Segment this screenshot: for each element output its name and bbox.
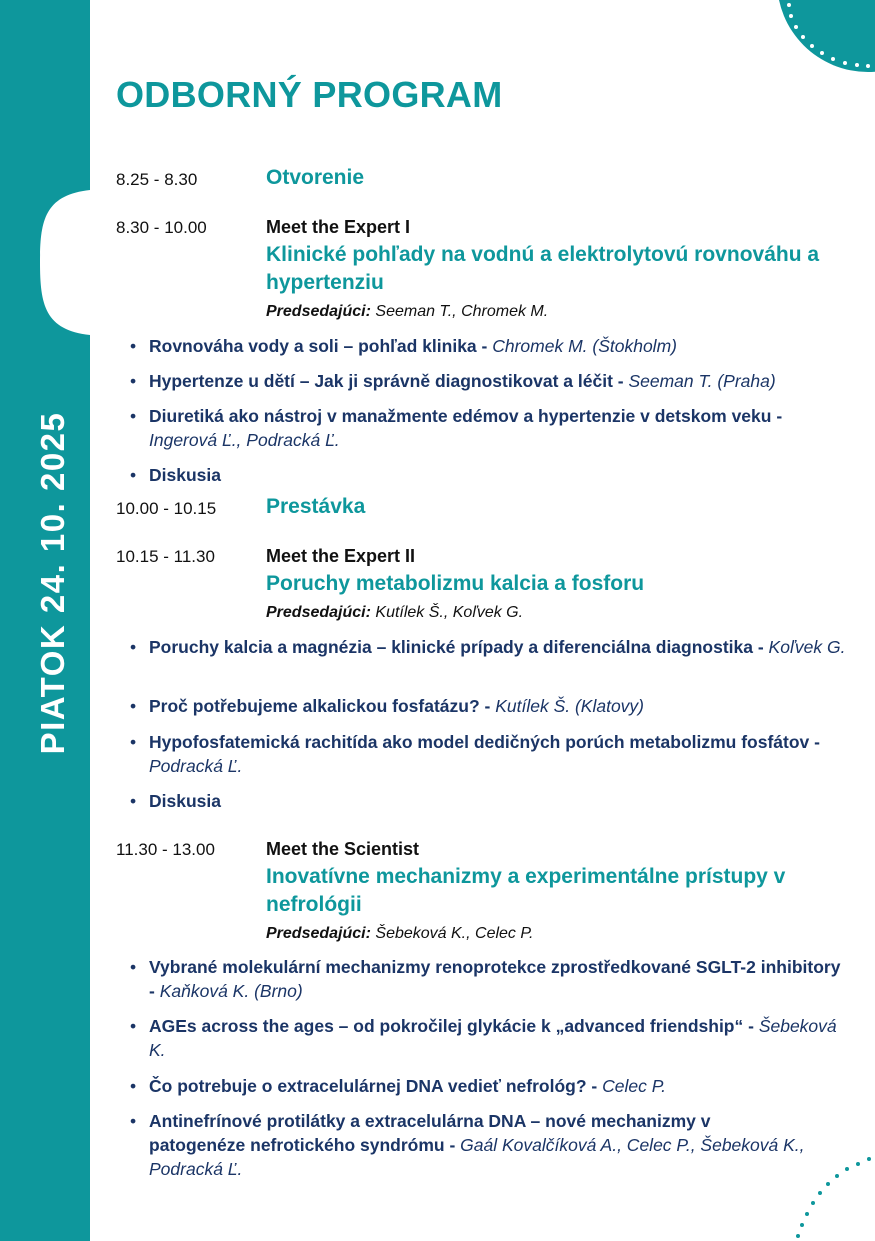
session-1-type: Meet the Expert I — [266, 217, 411, 237]
talk-title: Diuretiká ako nástroj v manažmente edémov a hypertenzie v detskom veku - — [149, 406, 783, 426]
talk-authors: Celec P. — [602, 1076, 666, 1096]
chair-names: Šebeková K., Celec P. — [375, 925, 534, 942]
opening-time: 8.25 - 8.30 — [116, 170, 198, 189]
chair-names: Seeman T., Chromek M. — [375, 303, 549, 320]
list-item — [130, 404, 849, 452]
talk-authors: Koľvek G. — [768, 637, 846, 657]
day-date-label: PIATOK 24. 10. 2025 — [34, 411, 71, 755]
talk-title: AGEs across the ages – od pokročilej glykácie k „advanced friendship“ - — [149, 1016, 759, 1036]
talk-title: Čo potrebuje o extracelulárnej DNA vedieť nefrológ? - — [149, 1076, 603, 1096]
talk-authors: Kutílek Š. (Klatovy) — [495, 696, 645, 716]
chair-label: Predsedajúci: — [266, 925, 371, 942]
session-3-header — [266, 837, 856, 945]
session-3-time: 11.30 - 13.00 — [116, 840, 215, 859]
list-item — [130, 730, 849, 778]
bullet-icon: • — [130, 957, 137, 977]
talk-title: Antinefrínové protilátky a extracelulárna DNA – nové mechanizmy v patogenéze nefrotického syndrómu - — [149, 1111, 711, 1155]
page-title: ODBORNÝ PROGRAM — [116, 74, 503, 115]
session-1-title: Klinické pohľady na vodnú a elektrolytovú rovnováhu a hypertenziu — [266, 243, 820, 294]
session-3-chair — [266, 923, 856, 945]
session-2-chair — [266, 602, 856, 624]
talk-authors: Podracká Ľ. — [149, 756, 243, 776]
talk-title: Poruchy kalcia a magnézia – klinické prípady a diferenciálna diagnostika - — [149, 637, 769, 657]
talk-title: Hypertenze u dětí – Jak ji správně diagnostikovat a léčit - — [149, 371, 629, 391]
bullet-icon: • — [130, 1016, 137, 1036]
chair-names: Kutílek Š., Koľvek G. — [375, 604, 524, 621]
list-item — [130, 1074, 849, 1098]
talk-title: Vybrané molekulární mechanizmy renoprotekce zprostředkované SGLT-2 inhibitory - — [149, 957, 841, 1001]
session-3-title: Inovatívne mechanizmy a experimentálne prístupy v nefrológii — [266, 865, 786, 916]
break-time: 10.00 - 10.15 — [116, 499, 217, 518]
talk-title: Diskusia — [149, 791, 221, 811]
bullet-icon: • — [130, 1111, 137, 1131]
talk-authors: Gaál Kovalčíková A., Celec P., Šebeková K., Podracká Ľ. — [149, 1135, 805, 1179]
talk-authors: Šebeková K. — [149, 1016, 837, 1060]
session-2-type: Meet the Expert II — [266, 546, 416, 566]
list-item — [130, 1109, 809, 1181]
bullet-icon: • — [130, 637, 137, 657]
bullet-icon: • — [130, 696, 137, 716]
bullet-icon: • — [130, 336, 137, 356]
list-item — [130, 334, 849, 358]
talk-title: Rovnováha vody a soli – pohľad klinika - — [149, 336, 493, 356]
talk-title: Diskusia — [149, 465, 221, 485]
list-item — [130, 463, 849, 487]
list-item — [130, 635, 849, 659]
talk-authors: Ingerová Ľ., Podracká Ľ. — [149, 430, 340, 450]
list-item — [130, 789, 849, 813]
chair-label: Predsedajúci: — [266, 303, 371, 320]
talk-authors: Chromek M. (Štokholm) — [492, 336, 677, 356]
session-1-header — [266, 215, 856, 323]
chair-label: Predsedajúci: — [266, 604, 371, 621]
talk-title: Proč potřebujeme alkalickou fosfatázu? - — [149, 696, 496, 716]
side-band — [0, 0, 90, 1241]
bullet-icon: • — [130, 1076, 137, 1096]
bullet-icon: • — [130, 465, 137, 485]
bullet-icon: • — [130, 791, 137, 811]
list-item — [130, 369, 849, 393]
break-title: Prestávka — [266, 495, 366, 518]
bullet-icon: • — [130, 406, 137, 426]
list-item — [130, 1014, 849, 1062]
session-1-time: 8.30 - 10.00 — [116, 218, 207, 237]
bullet-icon: • — [130, 371, 137, 391]
session-2-time: 10.15 - 11.30 — [116, 547, 215, 566]
opening-title: Otvorenie — [266, 166, 365, 189]
list-item — [130, 694, 849, 718]
talk-authors: Seeman T. (Praha) — [628, 371, 776, 391]
talk-authors: Kaňková K. (Brno) — [159, 981, 303, 1001]
session-2-header — [266, 544, 856, 624]
talk-title: Hypofosfatemická rachitída ako model dedičných porúch metabolizmu fosfátov - — [149, 732, 820, 752]
bullet-icon: • — [130, 732, 137, 752]
session-2-title: Poruchy metabolizmu kalcia a fosforu — [266, 572, 645, 595]
session-3-type: Meet the Scientist — [266, 839, 420, 859]
list-item — [130, 955, 849, 1003]
session-1-chair — [266, 301, 856, 323]
corner-decoration — [775, 0, 875, 80]
